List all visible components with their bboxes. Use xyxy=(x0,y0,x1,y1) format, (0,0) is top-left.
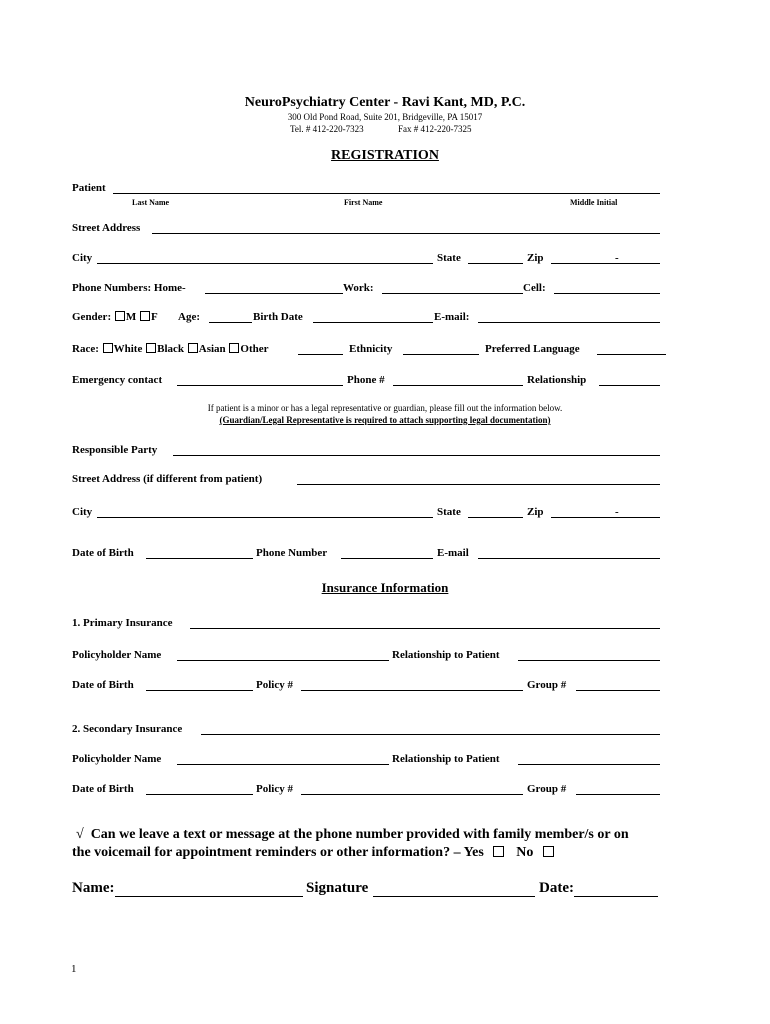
city-label: City xyxy=(72,252,93,264)
guardian-requirement: (Guardian/Legal Representative is required to attach supporting legal documentation) xyxy=(219,415,551,425)
phone-work-field[interactable] xyxy=(382,293,523,294)
date-label: Date: xyxy=(539,880,574,896)
secondary-relationship-label: Relationship to Patient xyxy=(392,753,500,765)
secondary-relationship-field[interactable] xyxy=(518,764,660,765)
clinic-tel: Tel. # 412-220-7323 xyxy=(290,124,364,134)
race-white-checkbox[interactable] xyxy=(103,343,113,353)
secondary-insurance-field[interactable] xyxy=(201,734,660,735)
clinic-title: NeuroPsychiatry Center - Ravi Kant, MD, P.C. xyxy=(244,95,526,110)
race-other-field[interactable] xyxy=(298,354,343,355)
date-field[interactable] xyxy=(574,896,658,897)
state-label: State xyxy=(437,252,461,264)
secondary-policyholder-field[interactable] xyxy=(177,764,389,765)
gender-m-label: M xyxy=(125,311,137,323)
emergency-contact-field[interactable] xyxy=(177,385,343,386)
secondary-policy-field[interactable] xyxy=(301,794,523,795)
gender-f-label: F xyxy=(151,311,158,323)
primary-group-label: Group # xyxy=(527,679,567,691)
primary-policy-label: Policy # xyxy=(256,679,293,691)
phone-home-field[interactable] xyxy=(205,293,343,294)
emergency-phone-label: Phone # xyxy=(347,374,385,386)
preferred-language-label: Preferred Language xyxy=(485,343,580,355)
race-asian-checkbox[interactable] xyxy=(188,343,198,353)
responsible-street-field[interactable] xyxy=(297,484,660,485)
responsible-state-field[interactable] xyxy=(468,517,523,518)
form-title: REGISTRATION xyxy=(331,148,439,163)
city-field[interactable] xyxy=(97,263,433,264)
secondary-group-label: Group # xyxy=(527,783,567,795)
birth-date-field[interactable] xyxy=(313,322,433,323)
responsible-zip-field[interactable] xyxy=(551,517,660,518)
birth-date-label: Birth Date xyxy=(253,311,303,323)
race-asian-label: Asian xyxy=(198,343,226,355)
email-label: E-mail: xyxy=(434,311,470,323)
street-address-label: Street Address xyxy=(72,222,141,234)
race-other-checkbox[interactable] xyxy=(229,343,239,353)
consent-line-2 xyxy=(72,845,555,861)
primary-insurance-label: 1. Primary Insurance xyxy=(72,617,173,629)
check-mark-icon: √ xyxy=(76,827,84,842)
secondary-policy-label: Policy # xyxy=(256,783,293,795)
age-label: Age: xyxy=(178,311,200,323)
responsible-dob-label: Date of Birth xyxy=(72,547,134,559)
secondary-policyholder-label: Policyholder Name xyxy=(72,753,162,765)
phone-work-label: Work: xyxy=(343,282,374,294)
primary-policyholder-label: Policyholder Name xyxy=(72,649,162,661)
consent-line-1 xyxy=(76,827,629,843)
primary-insurance-field[interactable] xyxy=(190,628,660,629)
race-black-label: Black xyxy=(157,343,185,355)
responsible-dob-field[interactable] xyxy=(146,558,253,559)
secondary-dob-field[interactable] xyxy=(146,794,253,795)
responsible-party-label: Responsible Party xyxy=(72,444,158,456)
responsible-city-field[interactable] xyxy=(97,517,433,518)
patient-label: Patient xyxy=(72,182,106,194)
responsible-zip-label: Zip xyxy=(527,506,544,518)
consent-question: Can we leave a text or message at the phone number provided with family member/s or on xyxy=(90,827,629,842)
responsible-zip-dash: - xyxy=(615,506,619,518)
zip-label: Zip xyxy=(527,252,544,264)
zip-dash: - xyxy=(615,252,619,264)
name-label: Name: xyxy=(72,880,115,896)
primary-policy-field[interactable] xyxy=(301,690,523,691)
name-field[interactable] xyxy=(115,896,303,897)
consent-yes-checkbox[interactable] xyxy=(493,846,504,857)
gender-m-checkbox[interactable] xyxy=(115,311,125,321)
gender-f-checkbox[interactable] xyxy=(140,311,150,321)
race-black-checkbox[interactable] xyxy=(146,343,156,353)
page-number: 1 xyxy=(71,963,77,975)
primary-dob-label: Date of Birth xyxy=(72,679,134,691)
ethnicity-field[interactable] xyxy=(403,354,479,355)
secondary-group-field[interactable] xyxy=(576,794,660,795)
race-label: Race: xyxy=(72,343,99,355)
last-name-caption: Last Name xyxy=(132,198,170,207)
signature-label: Signature xyxy=(306,880,369,896)
street-address-field[interactable] xyxy=(152,233,660,234)
insurance-title: Insurance Information xyxy=(321,580,449,595)
responsible-phone-label: Phone Number xyxy=(256,547,328,559)
signature-field[interactable] xyxy=(373,896,535,897)
responsible-email-label: E-mail xyxy=(437,547,469,559)
race-other-label: Other xyxy=(240,343,269,355)
consent-no-checkbox[interactable] xyxy=(543,846,554,857)
responsible-state-label: State xyxy=(437,506,461,518)
emergency-contact-label: Emergency contact xyxy=(72,374,163,386)
ethnicity-label: Ethnicity xyxy=(349,343,393,355)
emergency-phone-field[interactable] xyxy=(393,385,523,386)
clinic-fax: Fax # 412-220-7325 xyxy=(398,124,472,134)
middle-initial-caption: Middle Initial xyxy=(570,198,618,207)
primary-relationship-label: Relationship to Patient xyxy=(392,649,500,661)
emergency-relationship-field[interactable] xyxy=(599,385,660,386)
race-white-label: White xyxy=(113,343,143,355)
phone-cell-label: Cell: xyxy=(523,282,546,294)
primary-relationship-field[interactable] xyxy=(518,660,660,661)
responsible-party-field[interactable] xyxy=(173,455,660,456)
responsible-phone-field[interactable] xyxy=(341,558,433,559)
preferred-language-field[interactable] xyxy=(597,354,666,355)
zip-field[interactable] xyxy=(551,263,660,264)
state-field[interactable] xyxy=(468,263,523,264)
age-field[interactable] xyxy=(209,322,252,323)
primary-policyholder-field[interactable] xyxy=(177,660,389,661)
consent-no-label: No xyxy=(516,845,534,860)
primary-group-field[interactable] xyxy=(576,690,660,691)
secondary-insurance-label: 2. Secondary Insurance xyxy=(72,723,183,735)
first-name-caption: First Name xyxy=(344,198,383,207)
guardian-note: If patient is a minor or has a legal representative or guardian, please fill out the information below. xyxy=(207,403,563,413)
consent-question-cont: the voicemail for appointment reminders or other information? – Yes xyxy=(72,845,484,860)
responsible-street-label: Street Address (if different from patient) xyxy=(72,473,263,485)
gender-label: Gender: xyxy=(72,311,112,323)
patient-name-field[interactable] xyxy=(113,193,660,194)
emergency-relationship-label: Relationship xyxy=(527,374,587,386)
responsible-city-label: City xyxy=(72,506,93,518)
email-field[interactable] xyxy=(478,322,660,323)
gender-line xyxy=(72,311,158,323)
phone-home-label: Phone Numbers: Home- xyxy=(72,282,186,294)
secondary-dob-label: Date of Birth xyxy=(72,783,134,795)
primary-dob-field[interactable] xyxy=(146,690,253,691)
clinic-address: 300 Old Pond Road, Suite 201, Bridgeville, PA 15017 xyxy=(287,112,483,122)
responsible-email-field[interactable] xyxy=(478,558,660,559)
race-line xyxy=(72,343,269,355)
phone-cell-field[interactable] xyxy=(554,293,660,294)
